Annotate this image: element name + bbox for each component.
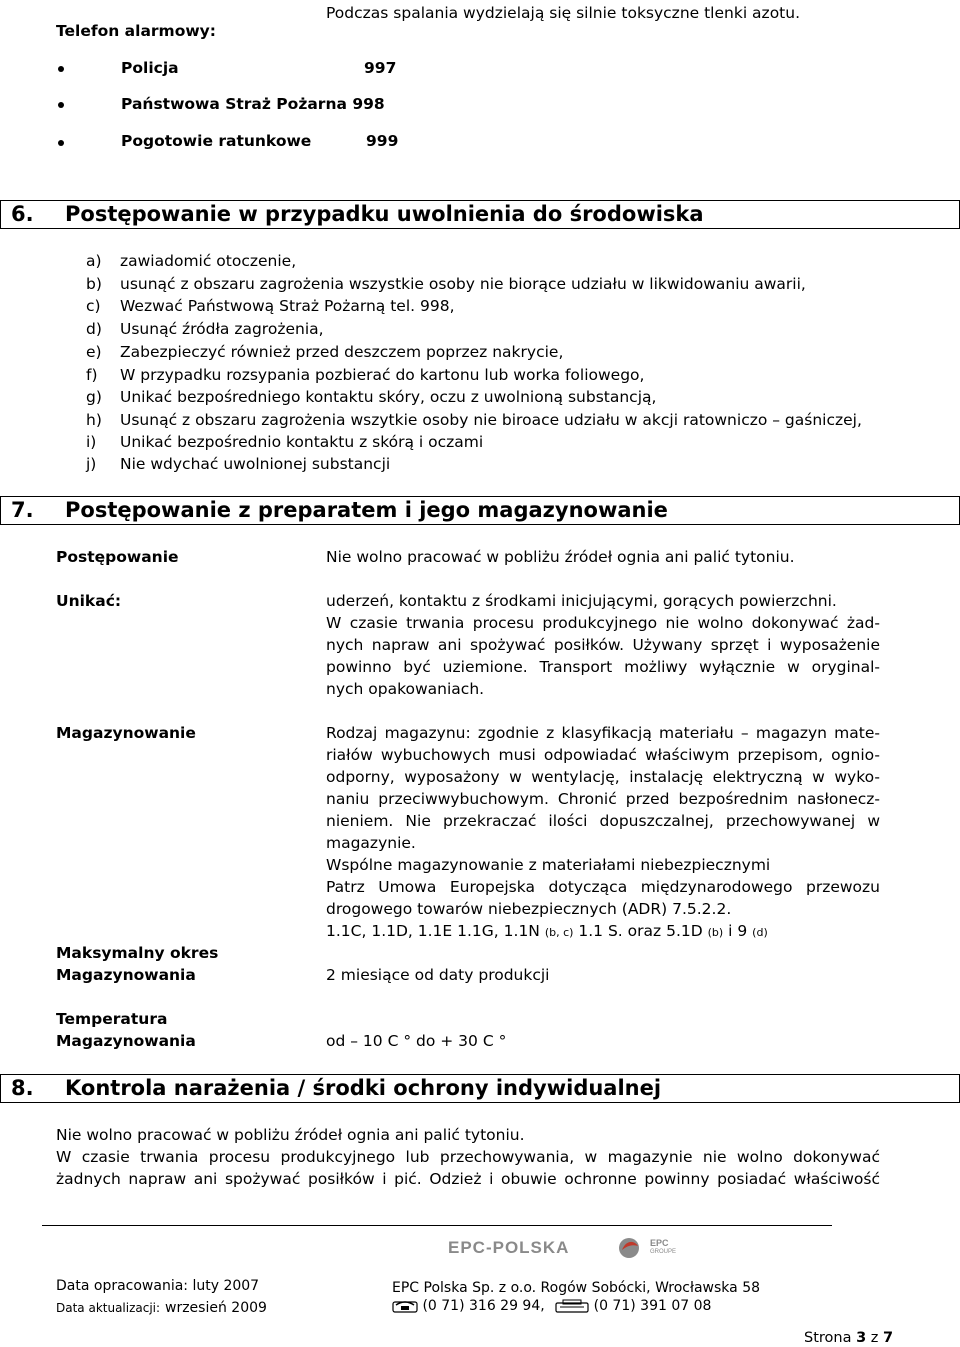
date-prep: Data opracowania: luty 2007 bbox=[56, 1278, 260, 1294]
list-item: e) Zabezpieczyć również przed deszczem poprzez nakrycie, bbox=[86, 343, 564, 361]
list-item: h) Usunąć z obszaru zagrożenia wszytkie osoby nie biroace udziału w akcji ratowniczo – gaśniczej, bbox=[86, 411, 862, 429]
section-6-heading bbox=[0, 200, 960, 229]
page-number: Strona 3 z 7 bbox=[804, 1330, 894, 1346]
logo-small: GROUPE bbox=[650, 1249, 677, 1255]
magazyn-line: naniu przeciwwybuchowym. Chronić przed bezpośrednim nasłonecz- bbox=[326, 790, 880, 808]
bullet-icon bbox=[58, 102, 64, 108]
emergency-item-number: 999 bbox=[366, 132, 399, 150]
okres-label: Maksymalny okres bbox=[56, 944, 219, 962]
unikac-line: nych napraw ani spożywać posiłków. Używany sprzęt i wyposażenie bbox=[326, 636, 880, 654]
magazyn-line: odporny, wyposażony w wentylację, instalację elektryczną w wyko- bbox=[326, 768, 880, 786]
emergency-title: Telefon alarmowy: bbox=[56, 22, 216, 40]
fax-icon bbox=[555, 1299, 589, 1313]
list-item: f) W przypadku rozsypania pozbierać do kartonu lub worka foliowego, bbox=[86, 366, 645, 384]
emergency-item-label: Policja bbox=[121, 59, 179, 77]
magazyn-line: drogowego towarów niebezpiecznych (ADR) 7.5.2.2. bbox=[326, 900, 732, 918]
unikac-line: uderzeń, kontaktu z środkami inicjującymi, gorących powierzchni. bbox=[326, 592, 837, 610]
section-title: Kontrola narażenia / środki ochrony indywidualnej bbox=[65, 1076, 662, 1100]
temp-label: Magazynowania bbox=[56, 1032, 196, 1050]
contact-line: (0 71) 316 29 94, (0 71) 391 07 08 bbox=[392, 1298, 711, 1314]
okres-label: Magazynowania bbox=[56, 966, 196, 984]
date-upd: Data aktualizacji: wrzesień 2009 bbox=[56, 1300, 267, 1316]
emergency-item-label: Państwowa Straż Pożarna 998 bbox=[121, 95, 385, 113]
company-address: EPC Polska Sp. z o.o. Rogów Sobócki, Wrocławska 58 bbox=[392, 1280, 761, 1296]
unikac-label: Unikać: bbox=[56, 592, 122, 610]
section-8-heading bbox=[0, 1074, 960, 1103]
section-number: 6. bbox=[11, 202, 34, 226]
list-item: c) Wezwać Państwową Straż Pożarną tel. 998, bbox=[86, 297, 455, 315]
magazyn-line: magazynie. bbox=[326, 834, 416, 852]
section-number: 7. bbox=[11, 498, 34, 522]
bullet-icon bbox=[58, 66, 64, 72]
postepowanie-label: Postępowanie bbox=[56, 548, 179, 566]
magazyn-line: riałów wybuchowych musi odpowiadać właściwym przepisom, ognio- bbox=[326, 746, 880, 764]
postepowanie-text: Nie wolno pracować w pobliżu źródeł ognia ani palić tytoniu. bbox=[326, 548, 795, 566]
section-8-line: Nie wolno pracować w pobliżu źródeł ognia ani palić tytoniu. bbox=[56, 1126, 525, 1144]
class-line: 1.1C, 1.1D, 1.1E 1.1G, 1.1N (b, c) 1.1 S. oraz 5.1D (b) i 9 (d) bbox=[326, 922, 768, 940]
list-item: d) Usunąć źródła zagrożenia, bbox=[86, 320, 324, 338]
section-7-heading bbox=[0, 496, 960, 525]
footer-divider bbox=[42, 1225, 832, 1226]
section-number: 8. bbox=[11, 1076, 34, 1100]
unikac-line: powinno być uziemione. Transport możliwy wyłącznie w oryginal- bbox=[326, 658, 880, 676]
section-8-line: W czasie trwania procesu produkcyjnego lub przechowywania, w magazynie nie wolno dokonywać bbox=[56, 1148, 880, 1166]
temp-text: od – 10 C ° do + 30 C ° bbox=[326, 1032, 507, 1050]
list-item: i) Unikać bezpośrednio kontaktu z skórą i oczami bbox=[86, 433, 484, 451]
unikac-line: W czasie trwania procesu produkcyjnego nie wolno dokonywać żad- bbox=[326, 614, 880, 632]
magazyn-line: Rodzaj magazynu: zgodnie z klasyfikacją materiału – magazyn mate- bbox=[326, 724, 880, 742]
section-8-line: żadnych napraw ani spożywać posiłków i pić. Odzież i obuwie ochronne powinny posiadać właściwość bbox=[56, 1170, 880, 1188]
phone-icon bbox=[392, 1299, 418, 1313]
magazyn-line: nieniem. Nie przekraczać ilości dopuszczalnej, przechowywanej w bbox=[326, 812, 880, 830]
emergency-item-number: 997 bbox=[364, 59, 397, 77]
section-title: Postępowanie z preparatem i jego magazynowanie bbox=[65, 498, 668, 522]
unikac-line: nych opakowaniach. bbox=[326, 680, 485, 698]
emergency-note: Podczas spalania wydzielają się silnie toksyczne tlenki azotu. bbox=[326, 4, 801, 22]
bullet-icon bbox=[58, 140, 64, 146]
emergency-item-label: Pogotowie ratunkowe bbox=[121, 132, 312, 150]
list-item: j) Nie wdychać uwolnionej substancji bbox=[86, 455, 391, 473]
magazyn-line: Wspólne magazynowanie z materiałami niebezpiecznymi bbox=[326, 856, 771, 874]
temp-label: Temperatura bbox=[56, 1010, 168, 1028]
magazyn-label: Magazynowanie bbox=[56, 724, 196, 742]
magazyn-line: Patrz Umowa Europejska dotycząca międzynarodowego przewozu bbox=[326, 878, 880, 896]
logo-text: EPC-POLSKA bbox=[448, 1238, 570, 1257]
okres-text: 2 miesiące od daty produkcji bbox=[326, 966, 550, 984]
logo-small: EPC bbox=[650, 1238, 669, 1248]
section-title: Postępowanie w przypadku uwolnienia do środowiska bbox=[65, 202, 704, 226]
list-item: g) Unikać bezpośredniego kontaktu skóry, oczu z uwolnioną substancją, bbox=[86, 388, 657, 406]
list-item: b) usunąć z obszaru zagrożenia wszystkie osoby nie biorące udziału w likwidowaniu awarii, bbox=[86, 275, 806, 293]
logo-emblem-icon bbox=[616, 1236, 642, 1260]
list-item: a) zawiadomić otoczenie, bbox=[86, 252, 297, 270]
